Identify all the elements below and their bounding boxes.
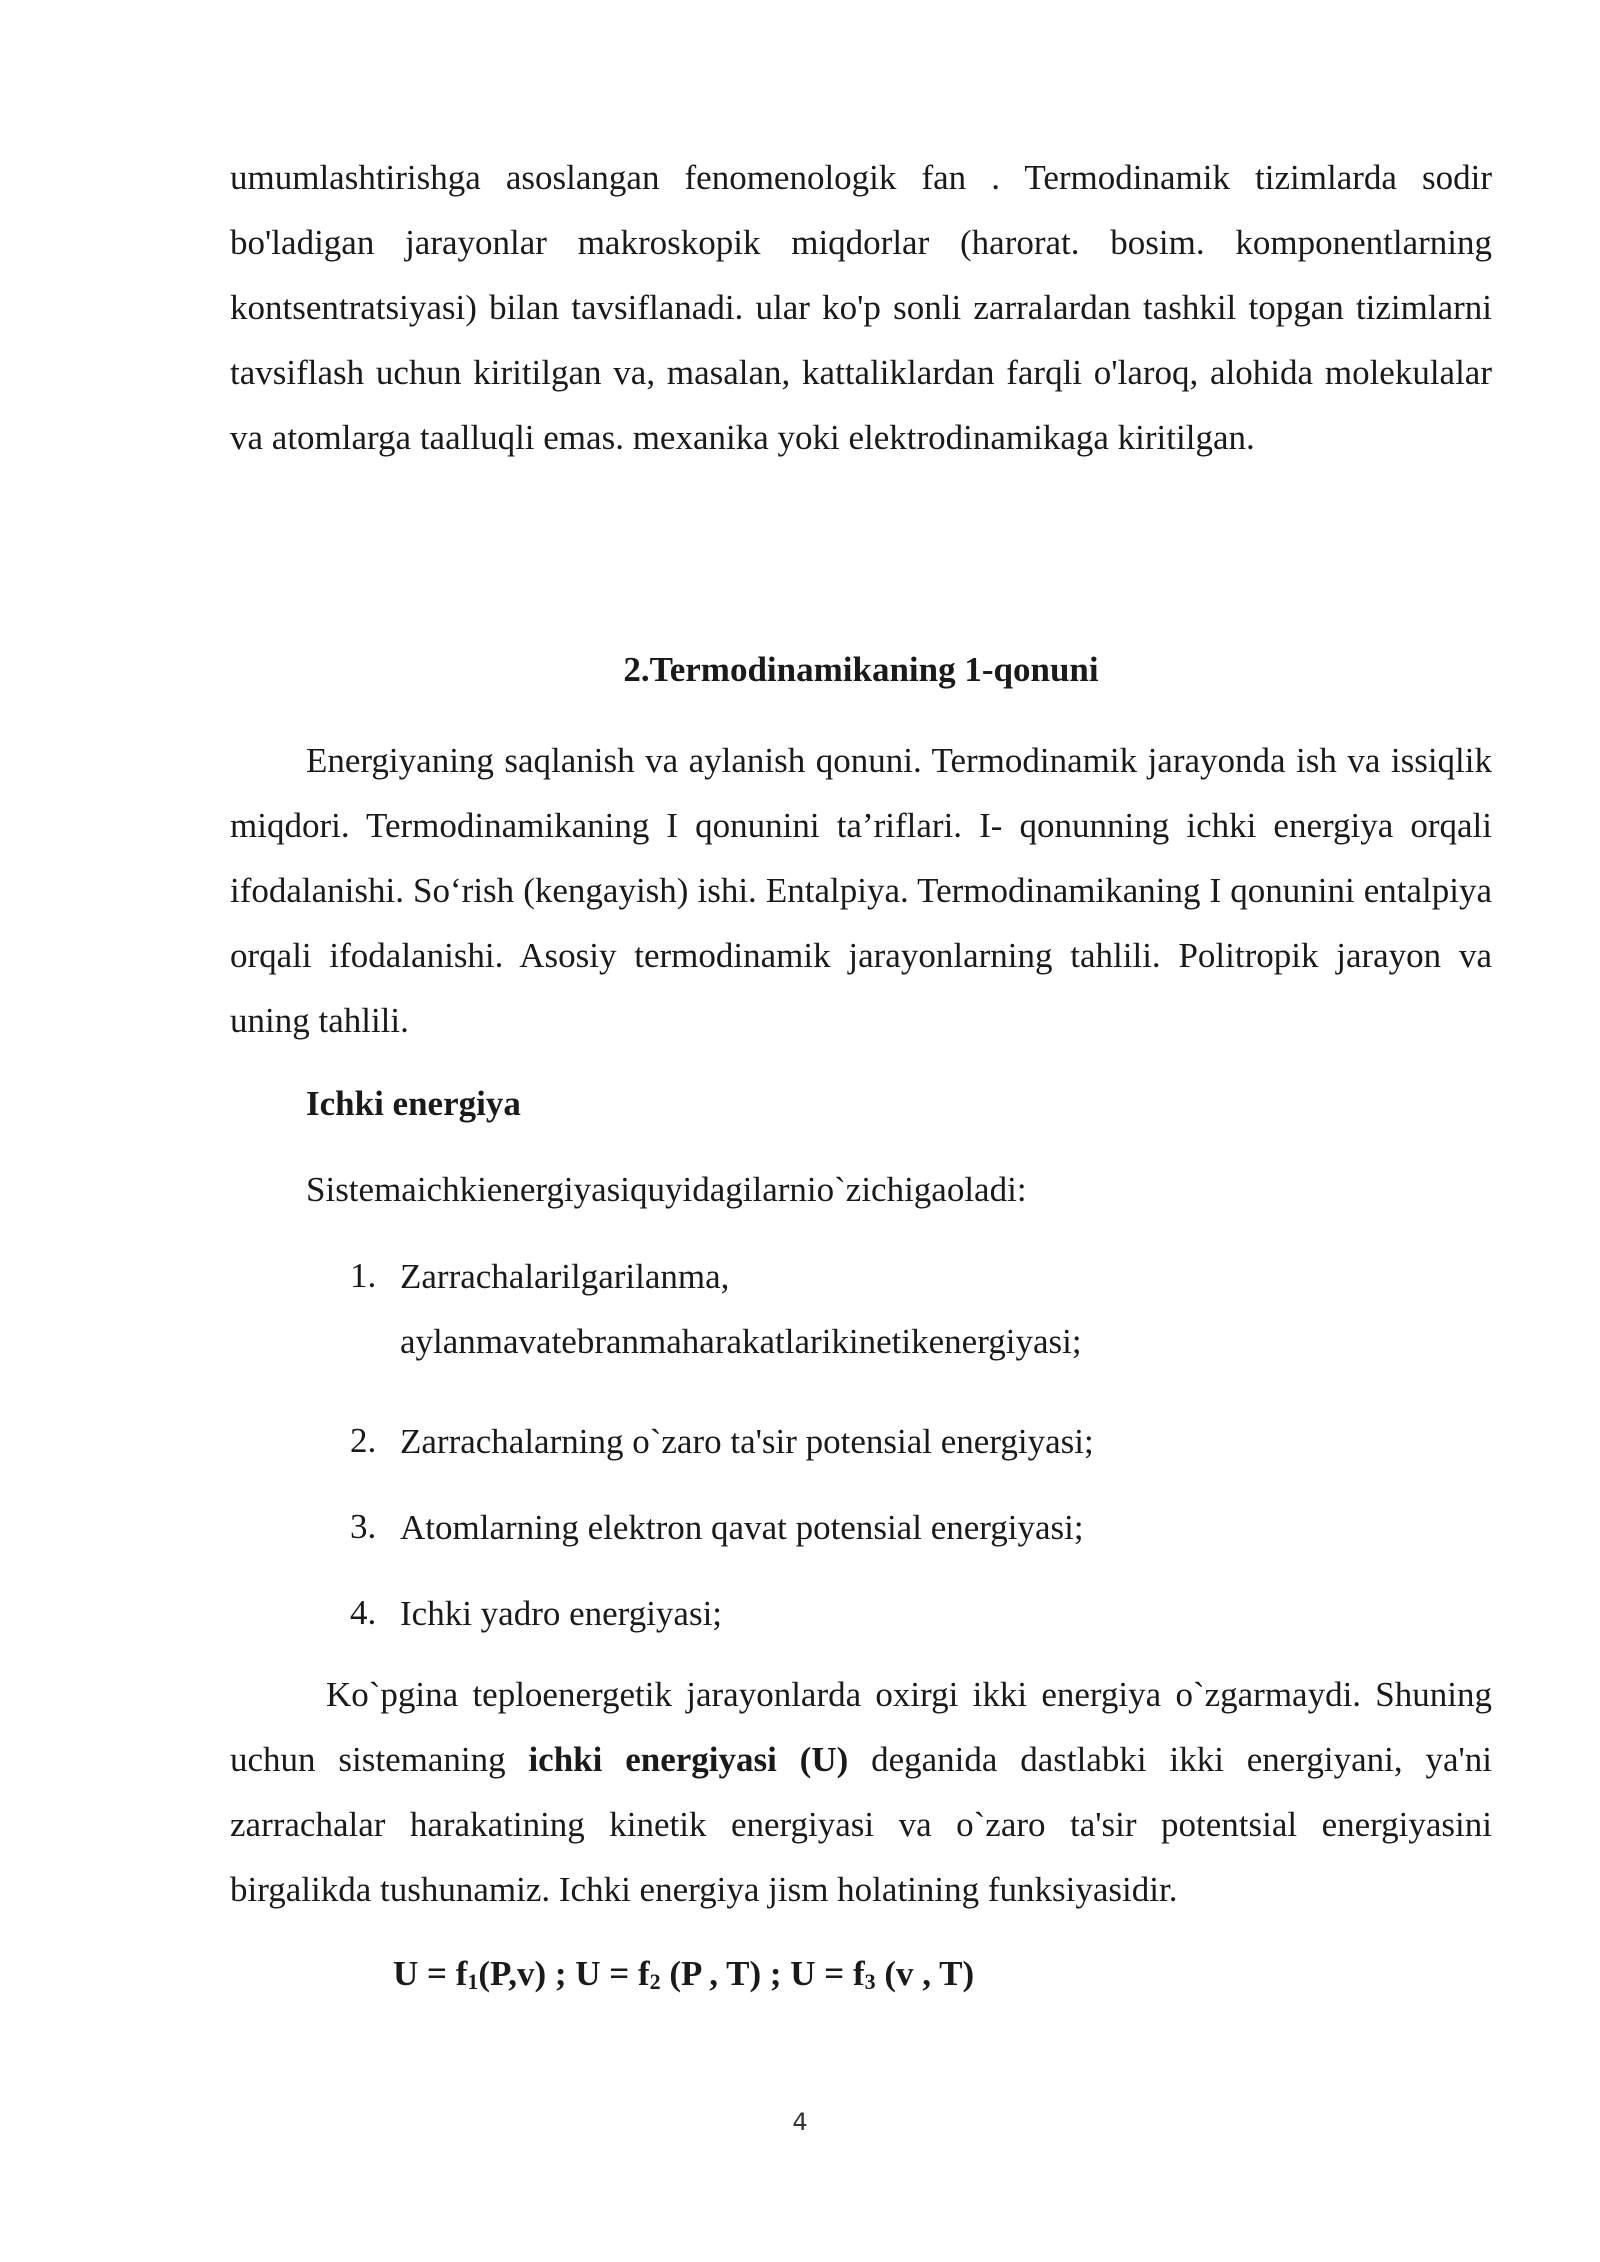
subheading: Ichki energiya bbox=[306, 1084, 521, 1123]
closing-bold-term: ichki energiyasi (U) bbox=[528, 1740, 849, 1779]
formula bbox=[393, 1954, 974, 2002]
formula-part: (P , T) ; U = f bbox=[660, 1954, 865, 1993]
list-number: 1. bbox=[350, 1256, 377, 1295]
list-number: 3. bbox=[350, 1507, 377, 1546]
list-item: Ichki yadro energiyasi; bbox=[400, 1594, 723, 1633]
list-item: Zarrachalarilgarilanma, aylanmavatebranmaharakatlarikinetikenergiyasi; bbox=[400, 1257, 1082, 1361]
section-heading: 2.Termodinamikaning 1-qonuni bbox=[623, 650, 1099, 689]
closing-paragraph bbox=[230, 1662, 1492, 1922]
closing-text-2: deganida dastlabki ikki energiyani, ya'ni zarrachalar harakatining kinetik energiyasi va o`zaro ta'sir potentsial energiyasini birgalikda tushunamiz. Ichki energiya jism holatining funksiyasidir. bbox=[230, 1740, 1493, 1909]
section-paragraph: Energiyaning saqlanish va aylanish qonuni. Termodinamik jarayonda ish va issiqlik miqdori. Termodinamikaning I qonunini ta’riflari. I- qonunning ichki energiya orqali ifodalanishi. So‘rish (kengayish) ishi. Entalpiya. Termodinamikaning I qonunini entalpiya orqali ifodalanishi. Asosiy termodinamik jarayonlarning tahlili. Politropik jarayon va uning tahlili. bbox=[230, 741, 1492, 1040]
formula-subscript: 1 bbox=[467, 1969, 479, 1994]
list-intro: Sistemaichkienergiyasiquyidagilarnio`zichigaoladi: bbox=[306, 1170, 1027, 1209]
closing-text-1: Ko`pgina teploenergetik jarayonlarda oxirgi ikki energiya o`zgarmaydi. Shuning uchun sistemaning bbox=[230, 1675, 1492, 1779]
formula-part: (v , T) bbox=[875, 1954, 975, 1993]
list-number: 2. bbox=[350, 1421, 377, 1460]
page-number: 4 bbox=[792, 2108, 808, 2136]
intro-paragraph: umumlashtirishga asoslangan fenomenologik fan . Termodinamik tizimlarda sodir bo'ladigan jarayonlar makroskopik miqdorlar (harorat. bosim. komponentlarning kontsentratsiyasi) bilan tavsiflanadi. ular ko'p sonli zarralardan tashkil topgan tizimlarni tavsiflash uchun kiritilgan va, masalan, kattaliklardan farqli o'laroq, alohida molekulalar va atomlarga taalluqli emas. mexanika yoki elektrodinamikaga kiritilgan. bbox=[230, 158, 1492, 457]
formula-part: U = f bbox=[393, 1954, 468, 1993]
list-item: Zarrachalarning o`zaro ta'sir potensial energiyasi; bbox=[400, 1422, 1094, 1461]
list-item: Atomlarning elektron qavat potensial energiyasi; bbox=[400, 1508, 1084, 1547]
list-number: 4. bbox=[350, 1593, 377, 1632]
formula-subscript: 3 bbox=[864, 1969, 876, 1994]
formula-subscript: 2 bbox=[649, 1969, 661, 1994]
formula-part: (P,v) ; U = f bbox=[478, 1954, 650, 1993]
